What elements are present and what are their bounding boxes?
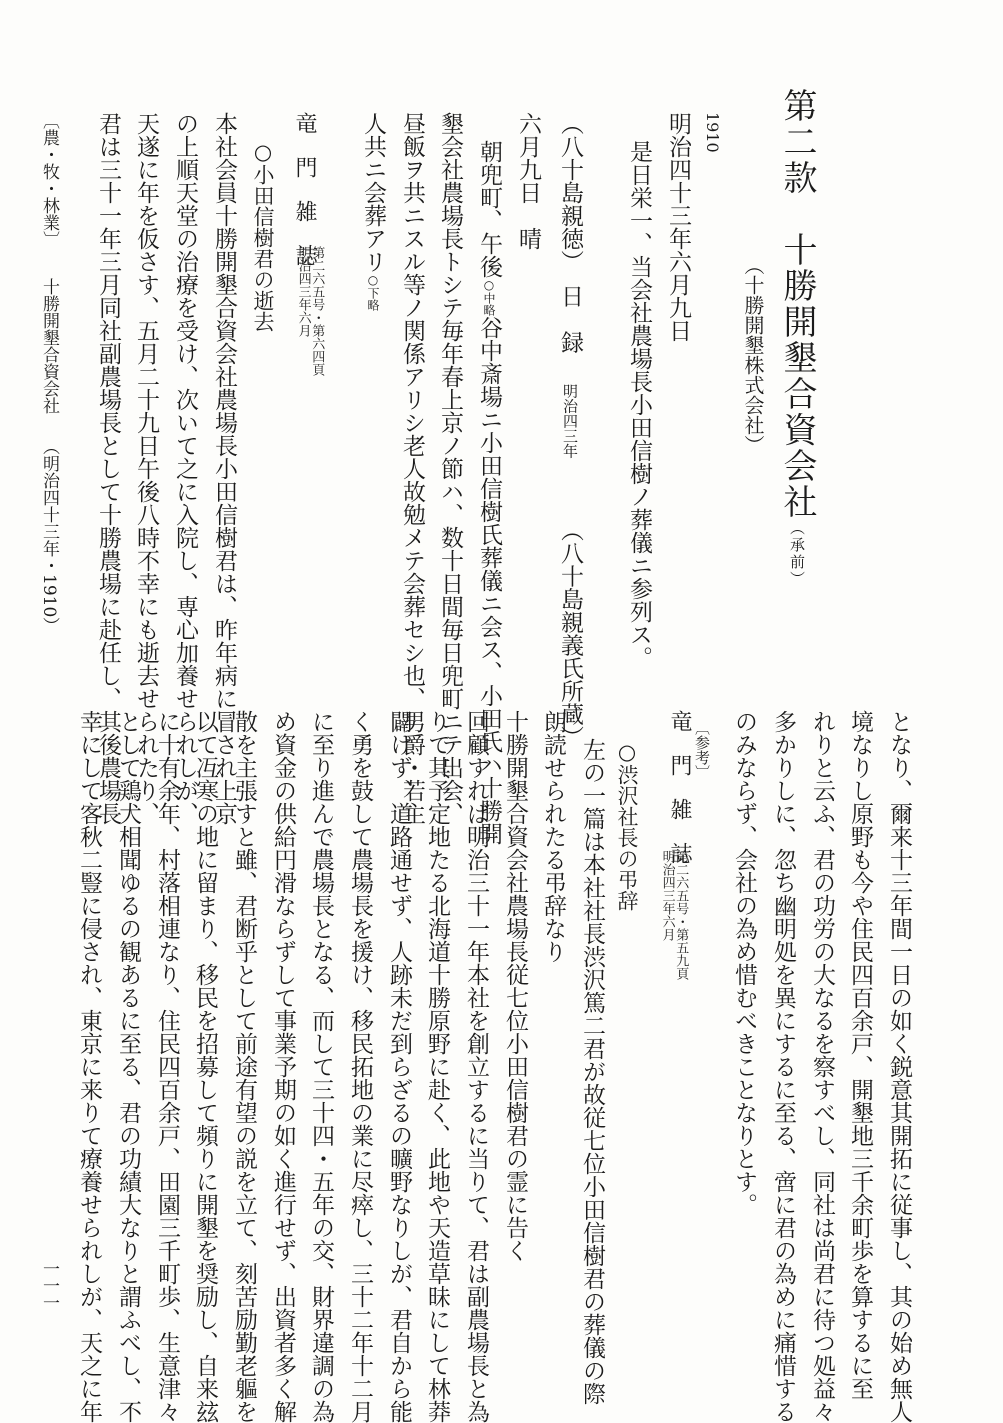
speech-line-6: に至り進んで農場長となる、而して三十四・五年の交、財界違調の為 <box>308 710 334 1423</box>
speech-line-7: め資金の供給円滑ならずして事業予期の如く進行せず、出資者多く解 <box>270 710 296 1423</box>
speech-line-3: りて其予定地たる北海道十勝原野に赴く、此地や天造草昧にして林莽 <box>424 710 450 1423</box>
speech-line-2: 回顧すれば明治三十一年本社を創立するに当りて、君は副農場長と為 <box>463 710 489 1423</box>
speech-line-9: 以て冱寒の地に留まり、移民を招募して頻りに開墾を奨励し、自来玆 <box>192 710 218 1423</box>
article-line-3: 天遂に年を仮さす、五月二十九日午後八時不幸にも逝去せられたり、 <box>133 112 159 825</box>
article-line-4: 君は三十一年三月同社副農場長として十勝農場に赴任し、其後農場長 <box>95 112 121 825</box>
intro-line-1: 左の一篇は本社社長渋沢篤二君が故従七位小田信樹君の葬儀の際 <box>579 738 605 1405</box>
diary-line-3: 昼飯ヲ共ニスル等ノ関係アリシ老人故勉メテ会葬セシ也、男爵・若主 <box>399 112 425 825</box>
journal-issue-top: 第二六五号・第六四頁 明治四三年六月 <box>295 246 325 376</box>
section-subheading: （十勝開墾株式会社） <box>741 255 765 455</box>
running-head: 〔農・牧・林業〕十勝開墾合資会社（明治四十三年・1910） <box>39 112 59 635</box>
journal-title-bottom: 竜 門 雑 誌 <box>667 710 692 864</box>
article-title-top: ○小田信樹君の逝去 <box>251 140 275 332</box>
section-heading: 第二款 十勝開墾合資会社（承前） <box>777 88 817 588</box>
diary-line-1: 朝兜町、午後○中略谷中斎場ニ小田信樹氏葬儀ニ会ス、小田氏ハ十勝開 <box>476 140 502 845</box>
article-title-bottom: ○渋沢社長の弔辞 <box>615 740 639 911</box>
cont-line-1: となり、爾来十三年間一日の如く鋭意其開拓に従事し、其の始め無人 <box>886 710 912 1423</box>
speech-line-8: 散を主張すと雖、君断乎として前途有望の説を立て、刻苦励勤老軀を <box>231 710 257 1423</box>
article-line-1: 本社会員十勝開墾合資会社農場長小田信樹君は、昨年病に冒され上京 <box>211 112 237 825</box>
speech-line-10: に十有余年、村落相連なり、住民四百余戸、田園三千町歩、生意津々 <box>154 710 180 1423</box>
speech-line-5: く勇を鼓して農場長を援け、移民拓地の業に尽瘁し、三十二年十二月 <box>347 710 373 1423</box>
diary-line-2: 墾会社農場長トシテ毎年春上京ノ節ハ、数十日間毎日兜町ニテ出会、 <box>437 112 463 825</box>
diary-line-4: 人共ニ会葬アリ○下略 <box>360 112 386 311</box>
entry-date: 明治四十三年六月九日 <box>665 112 691 342</box>
year-arabic: 1910 <box>703 112 722 153</box>
diary-date: 六月九日 晴 <box>515 112 541 250</box>
speech-line-11: として鶏犬相聞ゆるの観あるに至る、君の功績大なりと謂ふべし、不 <box>115 710 141 1423</box>
speech-line-4: 闢けず、道路通せず、人跡未だ到らざるの曠野なりしが、君自から能 <box>386 710 412 1423</box>
speech-line-12: 幸にして客秋二豎に侵され、東京に来りて療養せられしが、天之に年 <box>76 710 102 1423</box>
cont-line-3: れりと云ふ、君の功労の大なるを察すべし、同社は尚君に待つ処益々 <box>809 710 835 1423</box>
speech-line-1: 十勝開墾合資会社農場長従七位小田信樹君の霊に告く <box>502 710 528 1262</box>
journal-title-top: 竜 門 雑 誌 <box>292 112 317 266</box>
article-line-2: の上順天堂の治療を受け、次いて之に入院し、専心加養せられしが、 <box>172 112 198 825</box>
journal-issue-bottom: 第二六五号・第五九頁 明治四三年六月 <box>659 850 689 980</box>
page-number: 一一一 <box>39 1260 59 1311</box>
cont-line-2: 境なりし原野も今や住民四百余戸、開墾地三千余町歩を算するに至 <box>847 710 873 1400</box>
entry-summary: 是日栄一、当会社農場長小田信樹ノ葬儀ニ参列ス。 <box>626 140 652 669</box>
intro-line-2: 朗読せられたる弔辞なり <box>540 710 566 963</box>
diary-header: （八十島親徳） 日 録明治四三年（八十島親義氏所蔵） <box>557 112 583 749</box>
cont-line-4: 多かりしに、忽ち幽明処を異にするに至る、啻に君の為めに痛惜する <box>770 710 796 1423</box>
reference-mark: 〔参考〕 <box>693 720 711 780</box>
cont-line-5: のみならず、会社の為め惜むべきことなりとす。 <box>731 710 757 1216</box>
